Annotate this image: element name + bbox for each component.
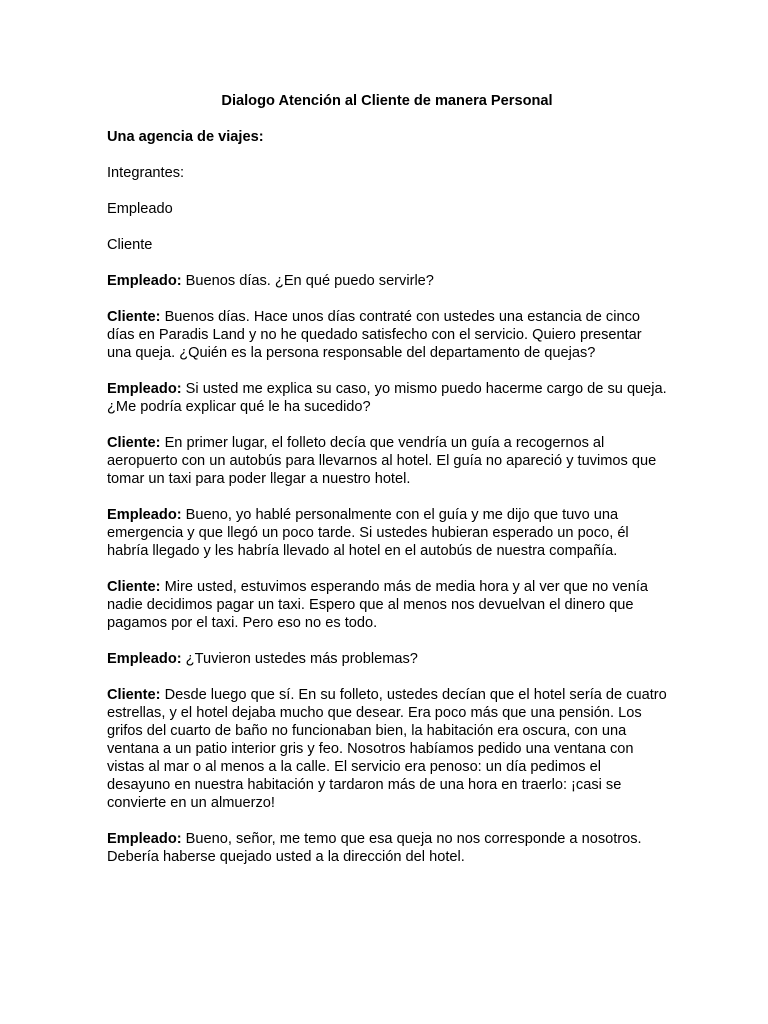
member-item: Empleado (107, 201, 173, 217)
dialogue-line (107, 308, 667, 362)
speaker-label: Cliente: (107, 579, 161, 595)
document-title: Dialogo Atención al Cliente de manera Personal (221, 93, 553, 109)
members-label: Integrantes: (107, 165, 185, 181)
dialogue-line (107, 434, 667, 488)
dialogue-text: Buenos días. ¿En qué puedo servirle? (181, 273, 434, 289)
speaker-label: Empleado: (107, 273, 182, 289)
speaker-label: Empleado: (107, 507, 182, 523)
dialogue-text: Desde luego que sí. En su folleto, ustedes decían que el hotel sería de cuatro estrellas, y el hotel dejaba mucho que desear. Era poco más que una pensión. Los grifos del cuarto de baño no funcionaban bien, la habitación era oscura, con una ventana a un patio interior gris y feo. Nosotros habíamos pedido una ventana con vistas al mar o al menos a la calle. El servicio era penoso: un día pedimos el desayuno en nuestra habitación y tardaron más de una hora en traerlo: ¡casi se convierte en un almuerzo! (107, 687, 667, 811)
dialogue-text: Mire usted, estuvimos esperando más de media hora y al ver que no venía nadie decidimos pagar un taxi. Espero que al menos nos devuelvan el dinero que pagamos por el taxi. Pero eso no es todo. (107, 579, 649, 631)
dialogue-text: En primer lugar, el folleto decía que vendría un guía a recogernos al aeropuerto con un autobús para llevarnos al hotel. El guía no apareció y tuvimos que tomar un taxi para poder llegar a nuestro hotel. (107, 435, 657, 487)
section-heading: Una agencia de viajes: (107, 129, 264, 145)
dialogue-line (107, 578, 667, 632)
dialogue-line (107, 830, 667, 866)
dialogue-text: Bueno, señor, me temo que esa queja no nos corresponde a nosotros. Debería haberse quejado usted a la dirección del hotel. (107, 831, 642, 865)
document-page (107, 92, 667, 884)
speaker-label: Cliente: (107, 309, 161, 325)
dialogue-line (107, 686, 667, 812)
speaker-label: Cliente: (107, 435, 161, 451)
member-item: Cliente (107, 237, 153, 253)
dialogue-line (107, 506, 667, 560)
speaker-label: Cliente: (107, 687, 161, 703)
dialogue-line (107, 650, 667, 668)
dialogue-text: Si usted me explica su caso, yo mismo puedo hacerme cargo de su queja. ¿Me podría explicar qué le ha sucedido? (107, 381, 667, 415)
dialogue-text: Bueno, yo hablé personalmente con el guía y me dijo que tuvo una emergencia y que llegó un poco tarde. Si ustedes hubieran esperado un poco, él habría llegado y les habría llevado al hotel en el autobús de nuestra compañía. (107, 507, 629, 559)
speaker-label: Empleado: (107, 381, 182, 397)
speaker-label: Empleado: (107, 831, 182, 847)
dialogue-text: Buenos días. Hace unos días contraté con ustedes una estancia de cinco días en Paradis Land y no he quedado satisfecho con el servicio. Quiero presentar una queja. ¿Quién es la persona responsable del departamento de quejas? (107, 309, 642, 361)
dialogue-line (107, 380, 667, 416)
speaker-label: Empleado: (107, 651, 182, 667)
dialogue-text: ¿Tuvieron ustedes más problemas? (181, 651, 418, 667)
dialogue-line (107, 272, 667, 290)
